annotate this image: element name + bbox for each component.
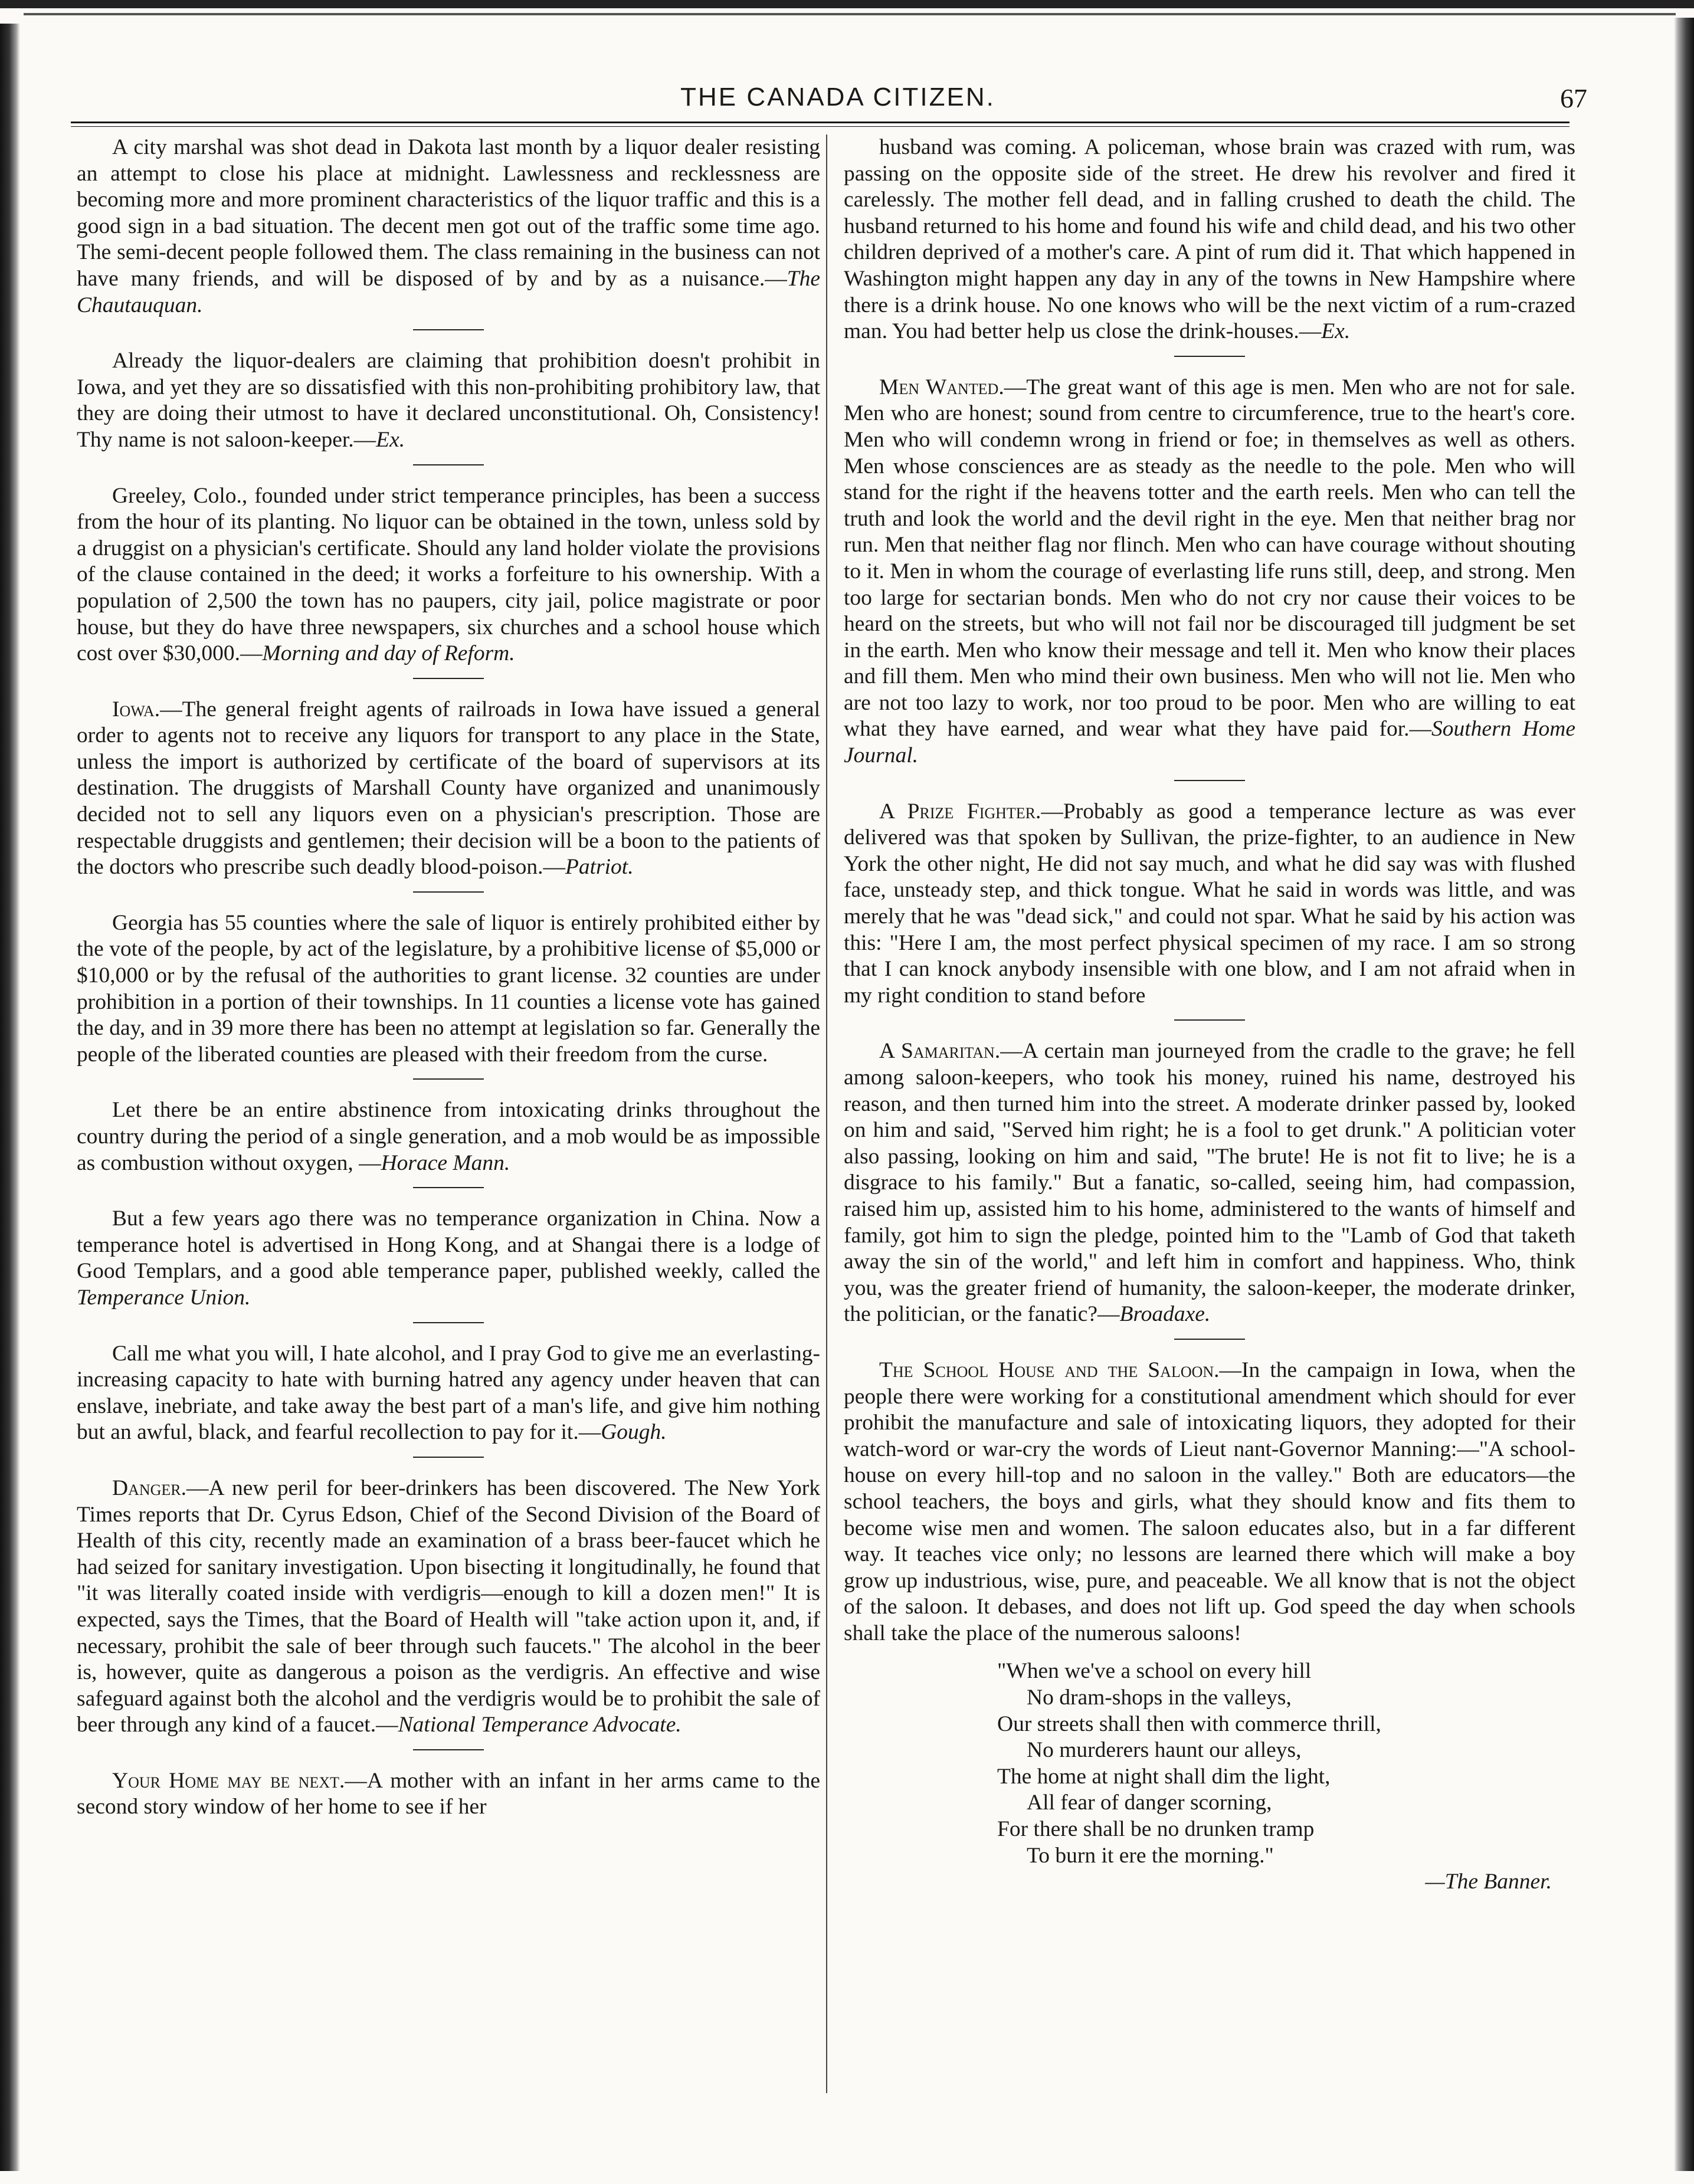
article: [844, 135, 1575, 345]
article: [77, 483, 820, 667]
article-text: A city marshal was shot dead in Dakota last month by a liquor dealer resisting an attempt to close his place at midnight. Lawlessness and recklessness are becoming more and more prominent characteristics of the liquor traffic and this is a good sign in a bad situation. The decent men got out of the traffic some time ago. The semi-decent people followed them. The class remaining in the business can not have many friends, and will be disposed of by and by as a nuisance.—: [77, 135, 820, 291]
article: [77, 1768, 820, 1821]
poem: [844, 1658, 1575, 1895]
article-heading: Your Home may be next.: [112, 1768, 345, 1793]
article-text: Call me what you will, I hate alcohol, and I pray God to give me an everlasting-increasing capacity to hate with burning hatred any agency under heaven that can enslave, inebriate, and take away the best part of a man's life, and give him nothing but an awful, black, and fearful recollection to pay for it.—: [77, 1341, 820, 1445]
column-divider: [826, 135, 827, 2093]
article: [77, 1475, 820, 1739]
article: [77, 697, 820, 881]
page-number: 67: [1560, 83, 1587, 113]
article-text: husband was coming. A policeman, whose brain was crazed with rum, was passing on the opposite side of the street. He drew his revolver and fired it carelessly. The mother fell dead, and in falling crushed to death the child. The husband returned to his home and found his wife and child dead, and his two other children deprived of a mother's care. A pint of rum did it. That which happened in Washington might happen any day in any of the towns in New Hampshire where there is a drink house. No one knows who will be the next victim of a rum-crazed man. You had better help us close the drink-houses.—: [844, 135, 1575, 344]
article-text: —A new peril for beer-drinkers has been discovered. The New York Times reports that Dr. Cyrus Edson, Chief of the Second Division of the Board of Health of this city, recently made an examination of a brass beer-faucet which he had seized for sanitary investigation. Upon bisecting it longitudinally, he found that "it was literally coated inside with verdigris—enough to kill a dozen men!" It is expected, says the Times, that the Board of Health will "take action upon it, and, if necessary, prohibit the sale of beer through such faucets." The alcohol in the beer is, however, quite as dangerous a poison as the verdigris. An effective and wise safeguard against both the alcohol and the verdigris would be to prohibit the sale of beer through any kind of a faucet.—: [77, 1475, 820, 1737]
right-articles: [844, 135, 1575, 1647]
article-source: Horace Mann.: [381, 1150, 510, 1175]
newspaper-title: THE CANADA CITIZEN.: [680, 83, 995, 112]
article-separator: [413, 1078, 484, 1080]
header-rule-thin: [71, 126, 1570, 127]
article-source: Gough.: [601, 1420, 667, 1445]
poem-line: For there shall be no drunken tramp: [997, 1817, 1315, 1842]
article-separator: [413, 1749, 484, 1750]
article: [77, 1206, 820, 1311]
scan-edge-right: [1674, 18, 1694, 2171]
article-text: —Probably as good a temperance lecture as was ever delivered was that spoken by Sullivan, the prize-fighter, to an audience in New York the other night, He did not say much, and what he did say was with flushed face, unsteady step, and thick tongue. What he said in words was little, and was merely that he was "dead sick," and could not spar. What he said by his action was this: "Here I am, the most perfect physical specimen of my race. I am so strong that I can knock anybody insensible with one blow, and I am not afraid when in my right condition to stand before: [844, 799, 1575, 1008]
article-text: Already the liquor-dealers are claiming that prohibition doesn't prohibit in Iowa, and yet they are so dissatisfied with this non-prohibiting prohibitory law, that they are doing their utmost to have it declared unconstitutional. Oh, Consistency! Thy name is not saloon-keeper.—: [77, 349, 820, 452]
article: [844, 1038, 1575, 1328]
article-separator: [413, 678, 484, 679]
article-source: Temperance Union.: [77, 1285, 251, 1310]
page-header: [71, 83, 1605, 124]
article-text: —In the campaign in Iowa, when the people there were working for a constitutional amendment which should for ever prohibit the manufacture and sale of intoxicating liquors, they adopted for their watch-word or war-cry the words of Lieut nant-Governor Manning:—"A school-house on every hill-top and no saloon in the valley." Both are educators—the school teachers, the boys and girls, what they should know and fits them to become wise men and women. The saloon educates also, but in a far different way. It teaches vice only; no lessons are learned there which will make a boy grow up industrious, wise, pure, and peaceable. We all know that is not the object of the saloon. It debases, and does not lift up. God speed the day when schools shall take the place of the numerous saloons!: [844, 1357, 1575, 1645]
article-heading: A Samaritan.: [879, 1039, 1001, 1064]
article-separator: [413, 464, 484, 465]
article-text: Let there be an entire abstinence from intoxicating drinks throughout the country during the period of a single generation, and a mob would be as impossible as combustion without oxygen, —: [77, 1098, 820, 1175]
article-source: Southern Home Journal.: [844, 717, 1575, 768]
article-heading: Danger.: [112, 1475, 187, 1500]
article-source: Broadaxe.: [1119, 1302, 1211, 1327]
article-text: —A certain man journeyed from the cradle to the grave; he fell among saloon-keepers, who took his money, ruined his name, destroyed his reason, and then turned him into the street. A moderate drinker passed by, looked on him and said, "Served him right; he is a fool to get drunk." A politician voter also passing, looking on him and said, "The brute! He is not fit to live; he is a disgrace to his family." But a fanatic, so-called, seeing him, had compassion, raised him up, assisted him to his home, administered to the wants of himself and family, got him to sign the pledge, pointed him to the "Lamb of God that taketh away the sin of the world," and left him in comfort and happiness. Who, think you, was the greater friend of humanity, the saloon-keeper, the moderate drinker, the politician, or the fanatic?—: [844, 1039, 1575, 1327]
top-border: [0, 0, 1694, 8]
article-separator: [1174, 780, 1245, 781]
article-text: —The great want of this age is men. Men who are not for sale. Men who are honest; sound from centre to circumference, true to the heart's core. Men who will condemn wrong in friend or foe; in themselves as well as others. Men whose consciences are as steady as the needle to the pole. Men who will stand for the right if the heavens totter and the earth reels. Men who can tell the truth and look the world and the devil right in the eye. Men that neither brag nor run. Men that neither flag nor flinch. Men who can have courage without shouting to it. Men in whom the courage of everlasting life runs still, deep, and strong. Men too large for sectarian bonds. Men who do not cry nor cause their voices to be heard on the streets, but who will not fail nor be discouraged till judgment be set in the earth. Men who know their message and tell it. Men who know their places and fill them. Men who mind their own business. Men who will not lie. Men who are not too lazy to work, nor too proud to be poor. Men who are willing to eat what they have earned, and wear what they have paid for.—: [844, 375, 1576, 742]
article-separator: [413, 1187, 484, 1188]
article-heading: A Prize Fighter.: [879, 799, 1041, 824]
header-rule: [71, 122, 1570, 123]
article: [77, 1341, 820, 1446]
poem-lines: [997, 1658, 1575, 1869]
poem-line: To burn it ere the morning.": [1027, 1843, 1274, 1868]
article-source: The Chautauquan.: [77, 266, 820, 317]
top-border-thin: [24, 13, 1676, 15]
scan-edge-left: [0, 24, 20, 2171]
article-heading: The School House and the Saloon.: [879, 1357, 1220, 1382]
article-separator: [413, 891, 484, 893]
poem-line: The home at night shall dim the light,: [997, 1764, 1331, 1789]
article-text: Greeley, Colo., founded under strict temperance principles, has been a success from the hour of its planting. No liquor can be obtained in the town, unless sold by a druggist on a physician's certificate. Should any land holder violate the provisions of the clause contained in the deed; it works a forfeiture to his ownership. With a population of 2,500 the town has no paupers, city jail, police magistrate or poor house, but they do have three newspapers, six churches and a school house which cost over $30,000.—: [77, 483, 820, 666]
poem-line: Our streets shall then with commerce thrill,: [997, 1711, 1381, 1736]
article-source: Morning and day of Reform.: [262, 641, 515, 666]
poem-line: No murderers haunt our alleys,: [1027, 1738, 1302, 1763]
article-source: Ex.: [376, 427, 405, 452]
poem-line: All fear of danger scorning,: [1027, 1791, 1272, 1815]
article-separator: [413, 1322, 484, 1323]
article: [844, 375, 1575, 769]
left-column: [77, 135, 820, 1821]
right-column: [844, 135, 1575, 1896]
article-text: But a few years ago there was no temperance organization in China. Now a temperance hotel is advertised in Hong Kong, and at Shangai there is a lodge of Good Templars, and a good able temperance paper, published weekly, called the: [77, 1206, 820, 1284]
article-text: —The general freight agents of railroads in Iowa have issued a general order to agents not to receive any liquors for transport to any place in the State, unless the import is authorized by certificate of the board of supervisors at its destination. The druggists of Marshall County have organized and unanimously decided not to sell any liquors even on a physician's prescription. Those are respectable druggists and gentlemen; their decision will be a boon to the patients of the doctors who prescribe such deadly blood-poison.—: [77, 697, 820, 880]
article-separator: [1174, 1339, 1245, 1340]
poem-attribution: —The Banner.: [1425, 1870, 1552, 1894]
article-text: Georgia has 55 counties where the sale of liquor is entirely prohibited either by the vote of the people, by act of the legislature, by a prohibitive license of $5,000 or $10,000 or by the refusal of the authorities to grant license. 32 counties are under prohibition in a portion of their townships. In 11 counties a license vote has gained the day, and in 39 more there has been no attempt at legislation so far. Generally the people of the liberated counties are pleased with their freedom from the curse.: [77, 910, 820, 1067]
article-separator: [1174, 356, 1245, 357]
article-separator: [1174, 1019, 1245, 1021]
article-separator: [413, 1457, 484, 1458]
article-source: Patriot.: [565, 855, 634, 880]
article-heading: Iowa.: [112, 697, 160, 722]
poem-line: "When we've a school on every hill: [997, 1659, 1312, 1684]
article-source: Ex.: [1321, 319, 1351, 344]
article-separator: [413, 329, 484, 330]
article-text: —A mother with an infant in her arms came to the second story window of her home to see if her: [77, 1768, 820, 1819]
article: [77, 910, 820, 1068]
article: [844, 1357, 1575, 1647]
article-heading: Men Wanted.: [879, 375, 1004, 399]
article: [77, 348, 820, 453]
article: [77, 1097, 820, 1176]
article-source: National Temperance Advocate.: [398, 1713, 681, 1737]
poem-line: No dram-shops in the valleys,: [1027, 1685, 1292, 1710]
article: [77, 135, 820, 319]
article: [844, 799, 1575, 1009]
